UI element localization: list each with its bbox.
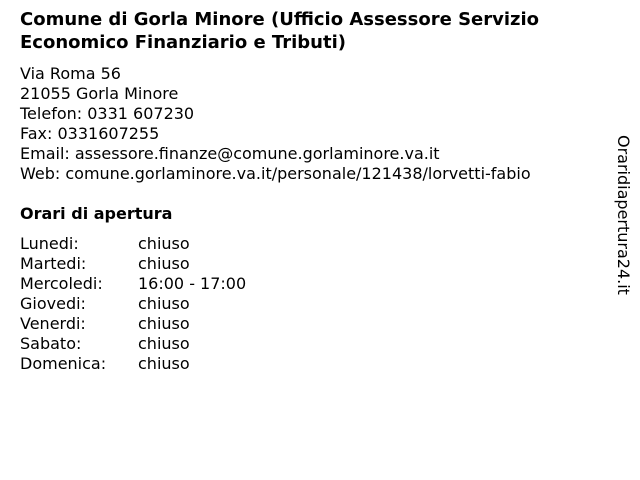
hours-value: chiuso: [138, 294, 190, 313]
address-block: [20, 64, 600, 184]
hours-value: chiuso: [138, 254, 190, 273]
fax-number: Fax: 0331607255: [20, 124, 160, 143]
day-label: Lunedi:: [20, 234, 79, 253]
day-label: Venerdi:: [20, 314, 86, 333]
hours-value: chiuso: [138, 314, 190, 333]
street-address: Via Roma 56: [20, 64, 121, 83]
day-label: Domenica:: [20, 354, 107, 373]
city-postcode: 21055 Gorla Minore: [20, 84, 179, 103]
hours-row-friday: [20, 314, 246, 334]
email-address: Email: assessore.finanze@comune.gorlaminore.va.it: [20, 144, 440, 163]
day-label: Martedi:: [20, 254, 87, 273]
hours-row-wednesday: [20, 274, 246, 294]
website-url: Web: comune.gorlaminore.va.it/personale/121438/lorvetti-fabio: [20, 164, 531, 183]
hours-row-monday: [20, 234, 246, 254]
page-title: Comune di Gorla Minore (Ufficio Assessore Servizio Economico Finanziario e Tributi): [20, 9, 540, 53]
phone-number: Telefon: 0331 607230: [20, 104, 195, 123]
day-label: Mercoledi:: [20, 274, 103, 293]
day-label: Giovedi:: [20, 294, 86, 313]
day-label: Sabato:: [20, 334, 82, 353]
hours-row-thursday: [20, 294, 246, 314]
hours-row-saturday: [20, 334, 246, 354]
hours-value: chiuso: [138, 354, 190, 373]
hours-value: chiuso: [138, 334, 190, 353]
site-watermark: Oraridiapertura24.it: [614, 135, 633, 295]
hours-row-tuesday: [20, 254, 246, 274]
hours-row-sunday: [20, 354, 246, 374]
hours-value: chiuso: [138, 234, 190, 253]
hours-value: 16:00 - 17:00: [138, 274, 247, 293]
opening-hours-table: [20, 234, 246, 374]
opening-hours-heading: Orari di apertura: [20, 204, 173, 223]
